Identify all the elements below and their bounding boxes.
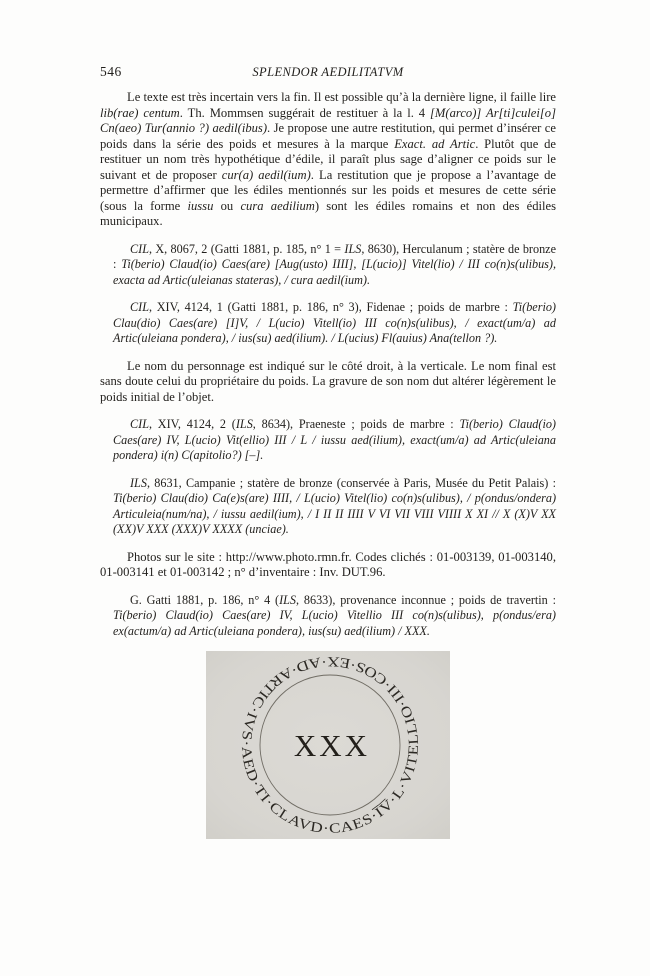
citation-cil-xiv-4124-2: CIL, XIV, 4124, 2 (ILS, 8634), Praeneste ; poids de marbre : Ti(berio) Claud(io) Caes(are) IV, L(ucio) Vit(ellio) III / L / iussu aed(ilium), exact(um/a) ad Artic(uleiana pondera) i(n) C(apitolio?) [–]. [113, 417, 556, 462]
page-header [100, 64, 556, 82]
paragraph-intro: Le texte est très incertain vers la fin. Il est possible qu’à la dernière ligne, il faille lire lib(rae) centum. Th. Mommsen suggérait de restituer à la l. 4 [M(arco)] Ar[ti]culei[o] Cn(aeo) Tur(annio ?) aedil(ibus). Je propose une autre restitution, qui permet d’insérer ce poids dans la série des poids et mesures à la marque Exact. ad Artic. Plutôt que de restituer un nom très hypothétique d’édile, il paraît plus sage d’aligner ce poids sur le suivant et de proposer cur(a) aedil(ium). La restitution que je propose a l’avantage de permettre d’affirmer que les édiles mentionnés sur les poids et mesures de cette série (sous la forme iussu ou cura aedilium) sont les édiles romains et non des édiles municipaux. [100, 90, 557, 228]
paragraph-name-note: Le nom du personnage est indiqué sur le côté droit, à la verticale. Le nom final est sans doute celui du propriétaire du poids. La gravure de son nom dut altérer légèrement le poids initial de l’objet. [100, 358, 556, 404]
page-body [100, 90, 556, 839]
paragraph-photos-note: Photos sur le site : http://www.photo.rmn.fr. Codes clichés : 01-003139, 01-003140, 01-003141 et 01-003142 ; n° d’inventaire : Inv. DUT.96. [100, 549, 556, 579]
weight-stamp-photo [206, 651, 450, 839]
page-number: 546 [100, 64, 122, 79]
stamp-ring-inscription: TI·CLAVD·CAES·I̅V̅·L·VITELLIO·III·COS·EX·AD·ARTIC·IVS·AED· [237, 653, 423, 838]
stamp-center-numeral: XXX [293, 728, 371, 763]
citation-gatti-n4: G. Gatti 1881, p. 186, n° 4 (ILS, 8633), provenance inconnue ; poids de travertin : Ti(berio) Claud(io) Caes(are) IV, L(ucio) Vitellio III co(n)s(ulibus), p(ondus/era) ex(actum/a) ad Artic(uleiana pondera), ius(su) aed(ilium) / XXX. [113, 592, 556, 638]
citation-cil-xiv-4124-1: CIL, XIV, 4124, 1 (Gatti 1881, p. 186, n° 3), Fidenae ; poids de marbre : Ti(berio) Clau(dio) Caes(are) [I]V, / L(ucio) Vitell(io) III co(n)s(ulibus), / exact(um/a) ad Artic(uleiana pondera), / ius(su) aed(ilium). / L(ucius) Fl(auius) Ana(tellon ?). [113, 300, 556, 345]
running-title: SPLENDOR AEDILITATVM [252, 65, 404, 79]
citation-cil-x-8067-2: CIL, X, 8067, 2 (Gatti 1881, p. 185, n° 1 = ILS, 8630), Herculanum ; statère de bronze : Ti(berio) Claud(io) Caes(are) [Aug(usto) IIII], [L(ucio)] Vitel(lio) / III co(n)s(ulibus), exacta ad Artic(uleianas stateras), / cura aedil(ium). [113, 241, 557, 287]
citation-ils-8631: ILS, 8631, Campanie ; statère de bronze (conservée à Paris, Musée du Petit Palais) : Ti(berio) Clau(dio) Ca(e)s(are) IIII, / L(ucio) Vitel(lio) co(n)s(ulibus), / p(ondus/ondera) Articuleia(num/na), / iussu aedil(ium), / I II II IIII V VI VII VIII VIIII X XI // X (X)V XX (XX)V XXX (XXX)V XXXX (unciae). [113, 475, 556, 536]
weight-stamp-figure [100, 651, 556, 839]
